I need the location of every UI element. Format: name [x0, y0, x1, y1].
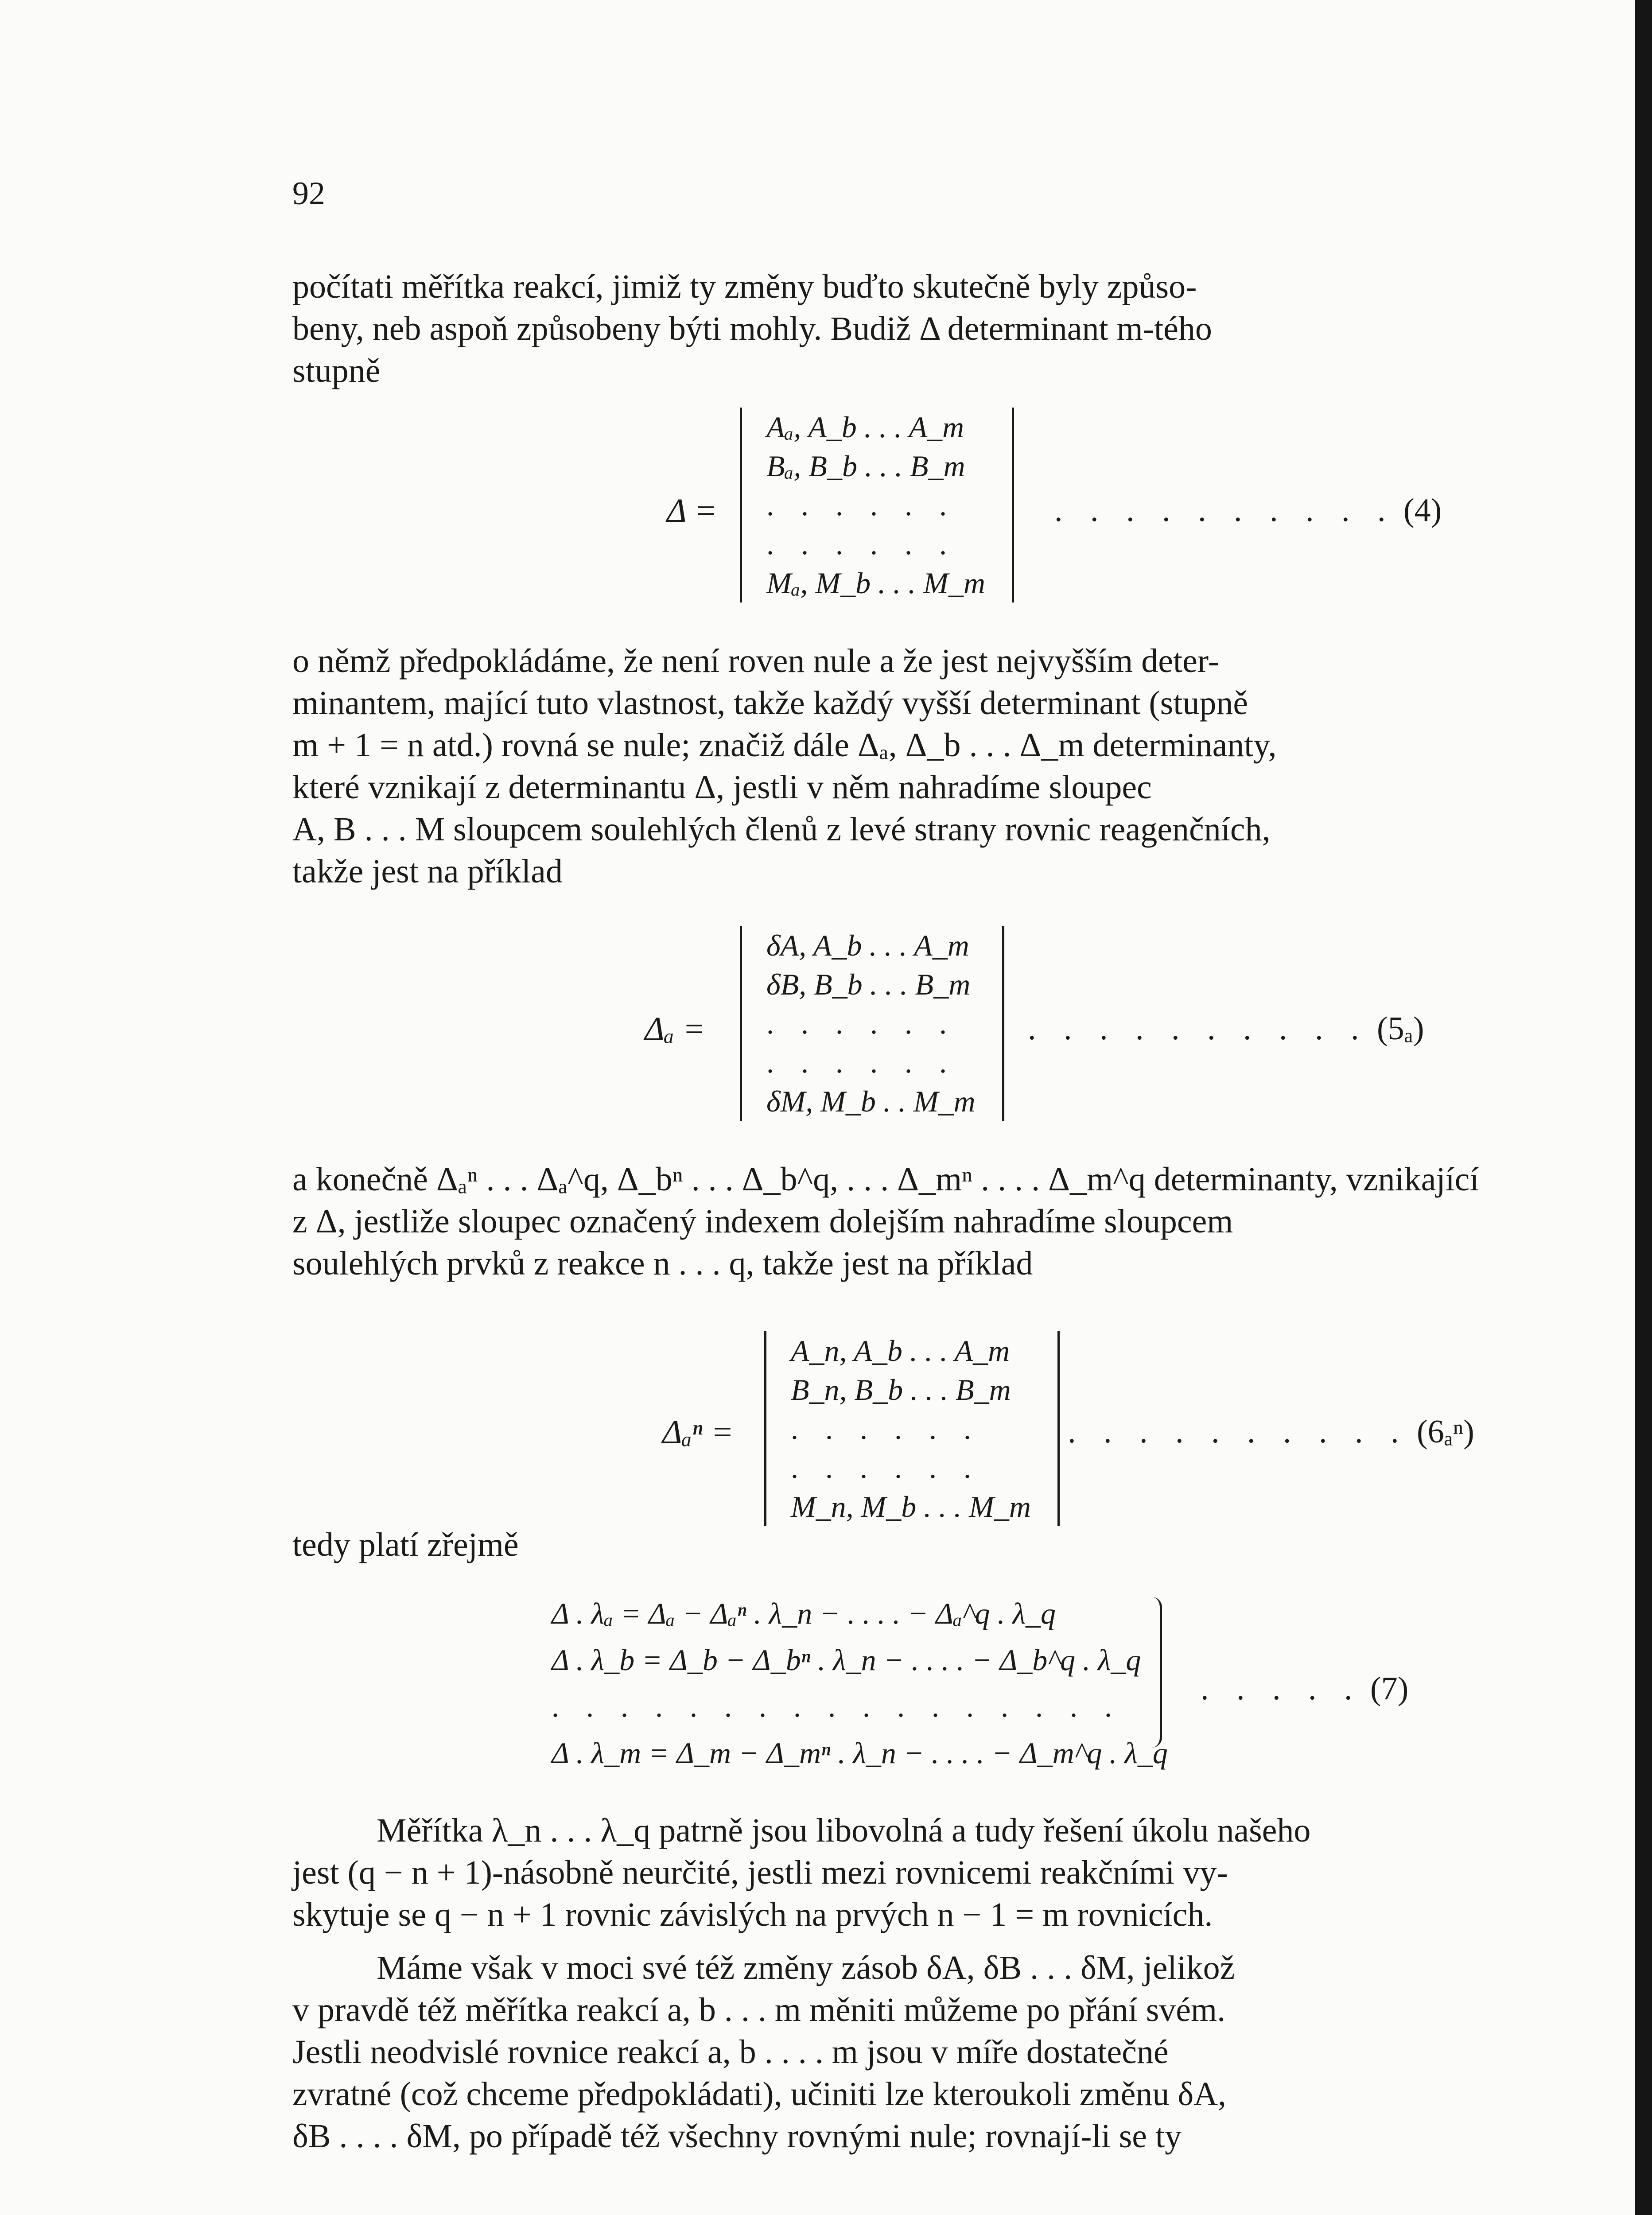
det-row: δA, A_b . . . A_m	[766, 929, 969, 962]
det-row: . . . . . .	[791, 1412, 981, 1446]
eq6-determinant	[764, 1331, 1060, 1526]
det-row: . . . . . .	[766, 488, 956, 522]
det-row: A_n, A_b . . . A_m	[791, 1334, 1010, 1368]
det-row: . . . . . .	[766, 527, 956, 561]
det-row: δB, B_b . . . B_m	[766, 968, 971, 1001]
system-row: . . . . . . . . . . . . . . . . .	[552, 1690, 1122, 1723]
equation-number: (4)	[1403, 492, 1442, 528]
eq4-ref	[1054, 492, 1442, 529]
text-line: a konečně Δₐⁿ . . . Δₐ^q, Δ_bⁿ . . . Δ_b^q, . . . Δ_mⁿ . . . . Δ_m^q determinanty, vznikající	[292, 1161, 1479, 1198]
eq5-determinant	[740, 926, 1004, 1121]
det-row: Aₐ, A_b . . . A_m	[766, 410, 964, 444]
paragraph-6	[292, 1947, 1455, 2157]
det-row: M_n, M_b . . . M_m	[791, 1490, 1031, 1523]
paragraph-4	[292, 1524, 1455, 1566]
det-row: B_n, B_b . . . B_m	[791, 1373, 1011, 1407]
text-line: A, B . . . M sloupcem soulehlých členů z levé strany rovnic reagenčních,	[292, 811, 1271, 848]
eq7-ref	[1201, 1670, 1408, 1708]
eq4-label: Δ =	[667, 492, 717, 529]
dot-leader: . . . . . . . . . .	[1028, 1010, 1369, 1047]
text-line: tedy platí zřejmě	[292, 1526, 519, 1563]
text-line: zvratné (což chceme předpokládati), učiniti lze kteroukoli změnu δA,	[292, 2075, 1227, 2113]
paragraph-2	[292, 640, 1455, 893]
text-line: m + 1 = n atd.) rovná se nule; značiž dále Δₐ, Δ_b . . . Δ_m determinanty,	[292, 727, 1277, 764]
equation-number: (6ₐⁿ)	[1417, 1414, 1474, 1450]
det-row: . . . . . .	[766, 1006, 956, 1040]
text-line: z Δ, jestliže sloupec označený indexem dolejším nahradíme sloupcem	[292, 1203, 1233, 1240]
text-line: minantem, mající tuto vlastnost, takže každý vyšší determinant (stupně	[292, 684, 1248, 722]
text-line: počítati měřítka reakcí, jimiž ty změny buďto skutečně byly způso-	[292, 268, 1197, 305]
paragraph-3	[292, 1158, 1479, 1285]
system-row: Δ . λₐ = Δₐ − Δₐⁿ . λ_n − . . . . − Δₐ^q . λ_q	[552, 1597, 1056, 1630]
det-row: Bₐ, B_b . . . B_m	[766, 449, 965, 483]
eq7-system	[552, 1590, 1168, 1776]
text-line: soulehlých prvků z reakce n . . . q, takže jest na příklad	[292, 1245, 1033, 1282]
eq6-label: Δₐⁿ =	[662, 1414, 734, 1451]
text-line: Měřítka λ_n . . . λ_q patrně jsou libovolná a tudy řešení úkolu našeho	[377, 1812, 1311, 1849]
text-line: stupně	[292, 352, 381, 389]
dot-leader: . . . . .	[1201, 1671, 1362, 1707]
text-line: δB . . . . δM, po případě též všechny rovnými nule; rovnají-li se ty	[292, 2118, 1182, 2155]
scan-edge-right	[1635, 0, 1652, 2215]
text-line: Máme však v moci své též změny zásob δA, δB . . . δM, jelikož	[377, 1949, 1235, 1986]
equation-number: (7)	[1370, 1671, 1409, 1707]
eq5-label: Δₐ =	[645, 1010, 706, 1048]
right-brace	[1152, 1597, 1162, 1748]
paragraph-5	[292, 1810, 1455, 1936]
det-row: δM, M_b . . M_m	[766, 1084, 976, 1118]
system-row: Δ . λ_m = Δ_m − Δ_mⁿ . λ_n − . . . . − Δ_m^q . λ_q	[552, 1736, 1168, 1770]
text-line: skytuje se q − n + 1 rovnic závislých na prvých n − 1 = m rovnicích.	[292, 1896, 1213, 1933]
text-line: beny, neb aspoň způsobeny býti mohly. Budiž Δ determinant m-tého	[292, 310, 1212, 347]
system-row: Δ . λ_b = Δ_b − Δ_bⁿ . λ_n − . . . . − Δ_b^q . λ_q	[552, 1643, 1141, 1677]
paragraph-1	[292, 266, 1455, 392]
dot-leader: . . . . . . . . . .	[1068, 1414, 1409, 1450]
text-line: takže jest na příklad	[292, 853, 563, 890]
page-number: 92	[292, 175, 325, 212]
text-line: jest (q − n + 1)-násobně neurčité, jestli mezi rovnicemi reakčními vy-	[292, 1854, 1228, 1891]
text-line: o němž předpokládáme, že není roven nule a že jest nejvyšším deter-	[292, 642, 1219, 680]
eq4-determinant	[740, 408, 1014, 602]
det-row: . . . . . .	[791, 1451, 981, 1484]
det-row: . . . . . .	[766, 1045, 956, 1079]
equation-number: (5ₐ)	[1377, 1010, 1424, 1047]
dot-leader: . . . . . . . . . .	[1054, 492, 1395, 528]
eq6-ref	[1068, 1413, 1474, 1451]
text-line: v pravdě též měřítka reakcí a, b . . . m měniti můžeme po přání svém.	[292, 1991, 1226, 2028]
eq5-ref	[1028, 1010, 1424, 1048]
text-line: které vznikají z determinantu Δ, jestli v něm nahradíme sloupec	[292, 769, 1152, 806]
det-row: Mₐ, M_b . . . M_m	[766, 566, 985, 600]
text-line: Jestli neodvislé rovnice reakcí a, b . . . . m jsou v míře dostatečné	[292, 2033, 1169, 2071]
